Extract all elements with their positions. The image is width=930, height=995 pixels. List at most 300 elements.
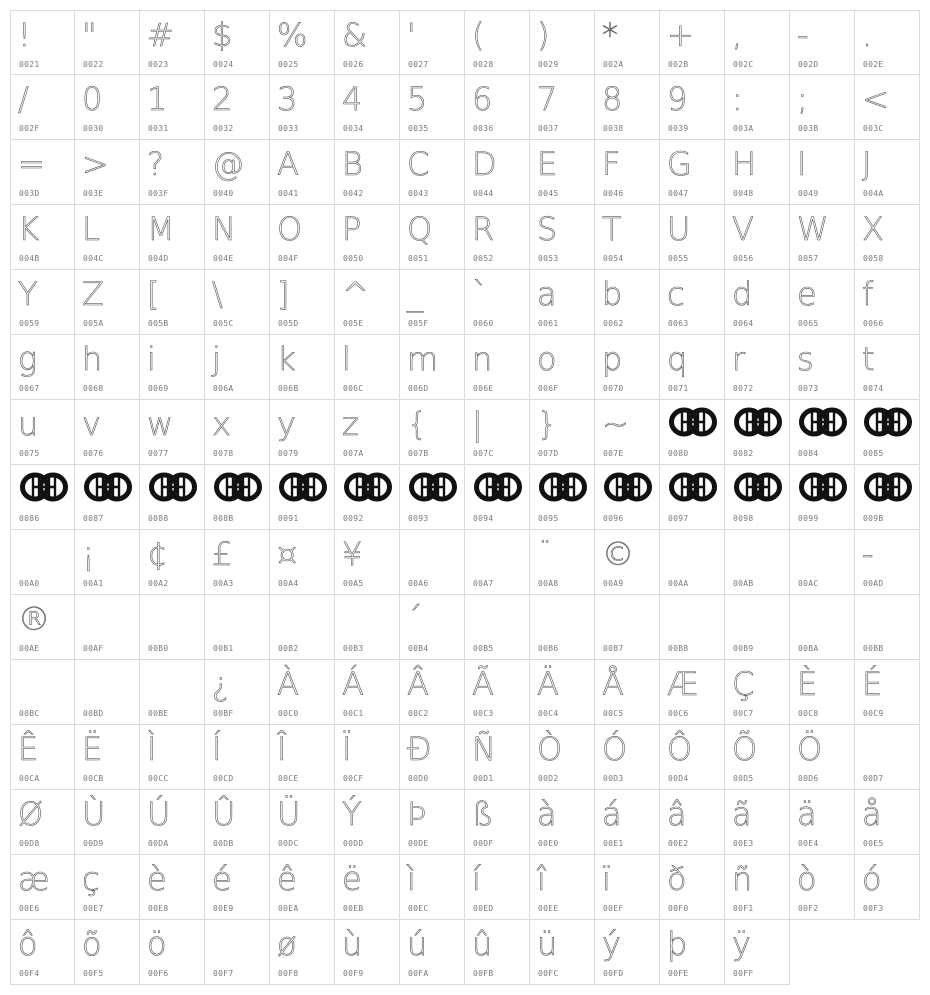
glyph-char: ) (537, 16, 550, 54)
glyph-code-label: 00EB (343, 904, 364, 913)
glyph-code-label: 0058 (863, 254, 884, 263)
glyph-cell (660, 75, 725, 140)
glyph-char: ; (797, 80, 808, 118)
glyph-cell (465, 140, 530, 205)
glyph-code-label: 0071 (668, 384, 689, 393)
glyph-code-label: 00BE (148, 709, 169, 718)
glyph-cell (335, 595, 400, 660)
glyph-code-label: 008B (213, 514, 234, 523)
glyph-code-label: 0063 (668, 319, 689, 328)
glyph-code-label: 00CE (278, 774, 299, 783)
glyph-code-label: 0043 (408, 189, 429, 198)
glyph-code-label: 00C9 (863, 709, 884, 718)
glyph-cell (400, 595, 465, 660)
glyph-cell (140, 790, 205, 855)
glyph-cell (140, 660, 205, 725)
glyph-code-label: 006D (408, 384, 429, 393)
glyph-cell (530, 75, 595, 140)
glyph-code-label: 00FD (603, 969, 624, 978)
glyph-cell (530, 140, 595, 205)
glyph-cell (270, 75, 335, 140)
glyph-code-label: 00BF (213, 709, 234, 718)
glyph-cell (595, 75, 660, 140)
glyph-cell (400, 10, 465, 75)
glyph-cell (270, 660, 335, 725)
glyph-code-label: 00AA (668, 579, 689, 588)
glyph-cell (660, 855, 725, 920)
glyph-code-label: 00EA (278, 904, 299, 913)
glyph-code-label: 00A5 (343, 579, 364, 588)
glyph-code-label: 005D (278, 319, 299, 328)
glyph-char: # (147, 16, 174, 54)
glyph-cell (270, 140, 335, 205)
glyph-code-label: 00F7 (213, 969, 234, 978)
glyph-char: Ð (407, 730, 432, 768)
glyph-char: 0 (82, 80, 103, 118)
glyph-cell (205, 205, 270, 270)
notdef-glyph-icon (864, 407, 912, 437)
glyph-cell (400, 530, 465, 595)
notdef-glyph-icon (669, 407, 717, 437)
glyph-char: Ü (277, 795, 301, 833)
glyph-cell (205, 855, 270, 920)
glyph-char: á (602, 795, 622, 833)
glyph-code-label: 0050 (343, 254, 364, 263)
glyph-cell (725, 75, 790, 140)
glyph-code-label: 00A1 (83, 579, 104, 588)
glyph-code-label: 0025 (278, 60, 299, 69)
glyph-char: Ö (797, 730, 823, 768)
glyph-code-label: 00B2 (278, 644, 299, 653)
glyph-char: ì (407, 860, 416, 898)
glyph-code-label: 0093 (408, 514, 429, 523)
notdef-glyph-icon (344, 472, 392, 502)
glyph-code-label: 00C5 (603, 709, 624, 718)
glyph-code-label: 00A0 (19, 579, 40, 588)
glyph-cell (75, 335, 140, 400)
glyph-code-label: 00DD (343, 839, 364, 848)
glyph-code-label: 00DA (148, 839, 169, 848)
glyph-char: < (862, 80, 889, 118)
glyph-code-label: 0066 (863, 319, 884, 328)
glyph-char: ¥ (342, 535, 363, 573)
glyph-cell (790, 270, 855, 335)
glyph-cell (75, 725, 140, 790)
glyph-char: Ä (537, 665, 559, 703)
notdef-glyph-icon (734, 407, 782, 437)
glyph-cell (75, 530, 140, 595)
glyph-code-label: 0045 (538, 189, 559, 198)
glyph-code-label: 00DF (473, 839, 494, 848)
glyph-code-label: 00DB (213, 839, 234, 848)
glyph-char: ? (147, 145, 164, 183)
glyph-cell (205, 335, 270, 400)
glyph-code-label: 00B3 (343, 644, 364, 653)
glyph-code-label: 00BD (83, 709, 104, 718)
glyph-cell (530, 660, 595, 725)
glyph-cell (595, 660, 660, 725)
glyph-char: Û (212, 795, 236, 833)
glyph-cell (400, 725, 465, 790)
glyph-char: R (472, 210, 495, 248)
notdef-glyph-icon (864, 472, 912, 502)
glyph-cell (140, 530, 205, 595)
glyph-char: ô (18, 925, 38, 963)
glyph-char: © (602, 535, 634, 573)
glyph-code-label: 00FF (733, 969, 754, 978)
glyph-cell (725, 140, 790, 205)
glyph-cell (270, 205, 335, 270)
glyph-cell (205, 400, 270, 465)
glyph-code-label: 0064 (733, 319, 754, 328)
glyph-code-label: 0056 (733, 254, 754, 263)
glyph-code-label: 004D (148, 254, 169, 263)
glyph-cell (660, 725, 725, 790)
notdef-glyph-icon (799, 472, 847, 502)
glyph-char: æ (18, 860, 50, 898)
glyph-code-label: 003B (798, 124, 819, 133)
glyph-code-label: 0032 (213, 124, 234, 133)
glyph-char: s (797, 340, 814, 378)
glyph-char: n (472, 340, 493, 378)
glyph-cell (335, 855, 400, 920)
glyph-cell (465, 790, 530, 855)
glyph-char: ï (602, 860, 611, 898)
glyph-cell (335, 270, 400, 335)
glyph-char: N (212, 210, 236, 248)
glyph-code-label: 00E0 (538, 839, 559, 848)
glyph-char: ! (18, 16, 31, 54)
glyph-cell (725, 660, 790, 725)
glyph-char: î (537, 860, 546, 898)
glyph-cell (595, 400, 660, 465)
glyph-cell (660, 205, 725, 270)
glyph-code-label: 004B (19, 254, 40, 263)
glyph-char: È (797, 665, 818, 703)
glyph-cell (205, 790, 270, 855)
glyph-cell (530, 790, 595, 855)
glyph-cell (595, 140, 660, 205)
glyph-char: ] (277, 275, 290, 313)
glyph-code-label: 0099 (798, 514, 819, 523)
glyph-cell (465, 855, 530, 920)
glyph-code-label: 00B5 (473, 644, 494, 653)
glyph-char: ò (797, 860, 817, 898)
glyph-cell (530, 595, 595, 660)
glyph-cell (855, 140, 920, 205)
glyph-code-label: 0024 (213, 60, 234, 69)
glyph-cell (400, 140, 465, 205)
glyph-cell (270, 790, 335, 855)
glyph-code-label: 0082 (733, 449, 754, 458)
glyph-cell (10, 465, 75, 530)
glyph-cell (855, 530, 920, 595)
glyph-cell (530, 10, 595, 75)
glyph-cell (660, 335, 725, 400)
glyph-char: 6 (472, 80, 493, 118)
glyph-code-label: 007A (343, 449, 364, 458)
glyph-code-label: 00A4 (278, 579, 299, 588)
glyph-code-label: 0033 (278, 124, 299, 133)
glyph-char: Î (277, 730, 287, 768)
glyph-code-label: 006E (473, 384, 494, 393)
glyph-code-label: 00E4 (798, 839, 819, 848)
glyph-code-label: 004A (863, 189, 884, 198)
glyph-code-label: 00D5 (733, 774, 754, 783)
glyph-cell (140, 205, 205, 270)
glyph-char: q (667, 340, 688, 378)
glyph-code-label: 0051 (408, 254, 429, 263)
glyph-code-label: 0037 (538, 124, 559, 133)
glyph-code-label: 00AF (83, 644, 104, 653)
glyph-cell (335, 920, 400, 985)
glyph-cell (790, 790, 855, 855)
glyph-code-label: 006F (538, 384, 559, 393)
glyph-code-label: 0057 (798, 254, 819, 263)
glyph-char: % (277, 16, 308, 54)
glyph-code-label: 00E2 (668, 839, 689, 848)
glyph-code-label: 0069 (148, 384, 169, 393)
glyph-char: É (862, 665, 883, 703)
glyph-char: D (472, 145, 497, 183)
glyph-cell (855, 660, 920, 725)
glyph-cell (140, 140, 205, 205)
glyph-cell (335, 530, 400, 595)
glyph-code-label: 0039 (668, 124, 689, 133)
glyph-cell (10, 790, 75, 855)
glyph-char: o (537, 340, 557, 378)
glyph-cell (725, 725, 790, 790)
glyph-char: S (537, 210, 558, 248)
glyph-char: X (862, 210, 884, 248)
glyph-code-label: 00FB (473, 969, 494, 978)
glyph-cell (10, 270, 75, 335)
glyph-char: Ê (18, 730, 39, 768)
glyph-code-label: 0086 (19, 514, 40, 523)
glyph-code-label: 00BA (798, 644, 819, 653)
glyph-cell (855, 400, 920, 465)
glyph-cell (205, 595, 270, 660)
glyph-cell (790, 10, 855, 75)
glyph-char: ä (797, 795, 817, 833)
glyph-code-label: 00E3 (733, 839, 754, 848)
glyph-char: @ (212, 145, 244, 183)
glyph-char: â (667, 795, 687, 833)
glyph-char: h (82, 340, 103, 378)
glyph-char: v (82, 405, 101, 443)
glyph-cell (335, 10, 400, 75)
glyph-code-label: 00E6 (19, 904, 40, 913)
glyph-code-label: 005F (408, 319, 429, 328)
glyph-char: c (667, 275, 685, 313)
glyph-char: V (732, 210, 754, 248)
glyph-char: d (732, 275, 753, 313)
glyph-cell (335, 140, 400, 205)
glyph-code-label: 00ED (473, 904, 494, 913)
glyph-char: - (797, 16, 809, 54)
glyph-cell (595, 790, 660, 855)
glyph-char: + (667, 16, 694, 54)
glyph-code-label: 00E7 (83, 904, 104, 913)
glyph-char: Ó (602, 730, 628, 768)
glyph-code-label: 0096 (603, 514, 624, 523)
glyph-code-label: 0074 (863, 384, 884, 393)
glyph-char: m (407, 340, 439, 378)
glyph-char: b (602, 275, 623, 313)
notdef-glyph-icon (149, 472, 197, 502)
glyph-char: Y (18, 275, 38, 313)
notdef-glyph-icon (84, 472, 132, 502)
glyph-char: Ñ (472, 730, 496, 768)
glyph-char: a (537, 275, 557, 313)
glyph-char: å (862, 795, 882, 833)
glyph-code-label: 0031 (148, 124, 169, 133)
glyph-char: Æ (667, 665, 699, 703)
glyph-cell (790, 335, 855, 400)
glyph-cell (465, 400, 530, 465)
glyph-code-label: 0054 (603, 254, 624, 263)
glyph-cell (335, 790, 400, 855)
glyph-char: ù (342, 925, 363, 963)
glyph-cell (10, 855, 75, 920)
glyph-cell (790, 140, 855, 205)
glyph-cell (270, 335, 335, 400)
glyph-char: 7 (537, 80, 558, 118)
glyph-char: ý (602, 925, 621, 963)
glyph-cell (660, 530, 725, 595)
glyph-cell (855, 335, 920, 400)
glyph-code-label: 002C (733, 60, 754, 69)
glyph-cell (595, 270, 660, 335)
glyph-code-label: 0055 (668, 254, 689, 263)
glyph-code-label: 0047 (668, 189, 689, 198)
glyph-char: 3 (277, 80, 298, 118)
glyph-cell (855, 10, 920, 75)
glyph-code-label: 00FC (538, 969, 559, 978)
glyph-code-label: 00F3 (863, 904, 884, 913)
glyph-code-label: 00B9 (733, 644, 754, 653)
glyph-cell (75, 10, 140, 75)
glyph-code-label: 0034 (343, 124, 364, 133)
glyph-code-label: 0079 (278, 449, 299, 458)
glyph-cell (530, 335, 595, 400)
glyph-char: O (277, 210, 303, 248)
glyph-cell (725, 10, 790, 75)
glyph-char: ¨ (537, 535, 553, 573)
glyph-cell (140, 855, 205, 920)
glyph-cell (660, 465, 725, 530)
glyph-code-label: 00A2 (148, 579, 169, 588)
glyph-code-label: 00D9 (83, 839, 104, 848)
glyph-char: M (147, 210, 175, 248)
glyph-code-label: 00DC (278, 839, 299, 848)
glyph-code-label: 0078 (213, 449, 234, 458)
glyph-char: ã (732, 795, 752, 833)
glyph-cell (725, 270, 790, 335)
glyph-char: & (342, 16, 367, 54)
glyph-code-label: 0060 (473, 319, 494, 328)
glyph-cell (855, 790, 920, 855)
glyph-cell (855, 270, 920, 335)
glyph-cell (10, 725, 75, 790)
glyph-code-label: 0059 (19, 319, 40, 328)
glyph-char: | (472, 405, 483, 443)
glyph-code-label: 0067 (19, 384, 40, 393)
glyph-char: w (147, 405, 174, 443)
glyph-char: u (18, 405, 39, 443)
glyph-cell (400, 920, 465, 985)
glyph-char: - (862, 535, 874, 573)
glyph-cell (790, 400, 855, 465)
glyph-code-label: 00D7 (863, 774, 884, 783)
glyph-cell (465, 660, 530, 725)
glyph-code-label: 0062 (603, 319, 624, 328)
glyph-cell (270, 725, 335, 790)
glyph-char: 2 (212, 80, 233, 118)
notdef-glyph-icon (20, 472, 68, 502)
glyph-code-label: 00D1 (473, 774, 494, 783)
glyph-cell (10, 10, 75, 75)
glyph-cell (335, 75, 400, 140)
glyph-char: 5 (407, 80, 428, 118)
glyph-char: : (732, 80, 743, 118)
glyph-code-label: 00EE (538, 904, 559, 913)
glyph-char: Ì (147, 730, 157, 768)
glyph-char: ö (147, 925, 167, 963)
glyph-cell (10, 75, 75, 140)
glyph-cell (855, 205, 920, 270)
glyph-char: y (277, 405, 296, 443)
glyph-code-label: 00CC (148, 774, 169, 783)
glyph-code-label: 0035 (408, 124, 429, 133)
glyph-cell (140, 75, 205, 140)
glyph-code-label: 0076 (83, 449, 104, 458)
glyph-char: \ (212, 275, 223, 313)
glyph-code-label: 00A9 (603, 579, 624, 588)
glyph-cell (10, 530, 75, 595)
glyph-cell (465, 270, 530, 335)
glyph-char: Í (212, 730, 222, 768)
glyph-cell (790, 530, 855, 595)
glyph-cell (205, 530, 270, 595)
glyph-cell (530, 205, 595, 270)
glyph-code-label: 0046 (603, 189, 624, 198)
glyph-cell (400, 400, 465, 465)
glyph-char: A (277, 145, 299, 183)
glyph-cell (335, 335, 400, 400)
glyph-code-label: 00F4 (19, 969, 40, 978)
glyph-code-label: 00E5 (863, 839, 884, 848)
glyph-cell (205, 140, 270, 205)
glyph-char: ÿ (732, 925, 751, 963)
glyph-char: Ú (147, 795, 171, 833)
glyph-cell (465, 335, 530, 400)
glyph-cell (75, 400, 140, 465)
glyph-cell (140, 400, 205, 465)
notdef-glyph-icon (799, 407, 847, 437)
glyph-char: Ë (82, 730, 103, 768)
glyph-char: Q (407, 210, 433, 248)
glyph-code-label: 00CD (213, 774, 234, 783)
glyph-cell (530, 270, 595, 335)
glyph-cell (335, 400, 400, 465)
glyph-code-label: 00C8 (798, 709, 819, 718)
glyph-code-label: 00A7 (473, 579, 494, 588)
glyph-cell (335, 660, 400, 725)
glyph-cell (140, 725, 205, 790)
glyph-code-label: 00FE (668, 969, 689, 978)
glyph-code-label: 002B (668, 60, 689, 69)
